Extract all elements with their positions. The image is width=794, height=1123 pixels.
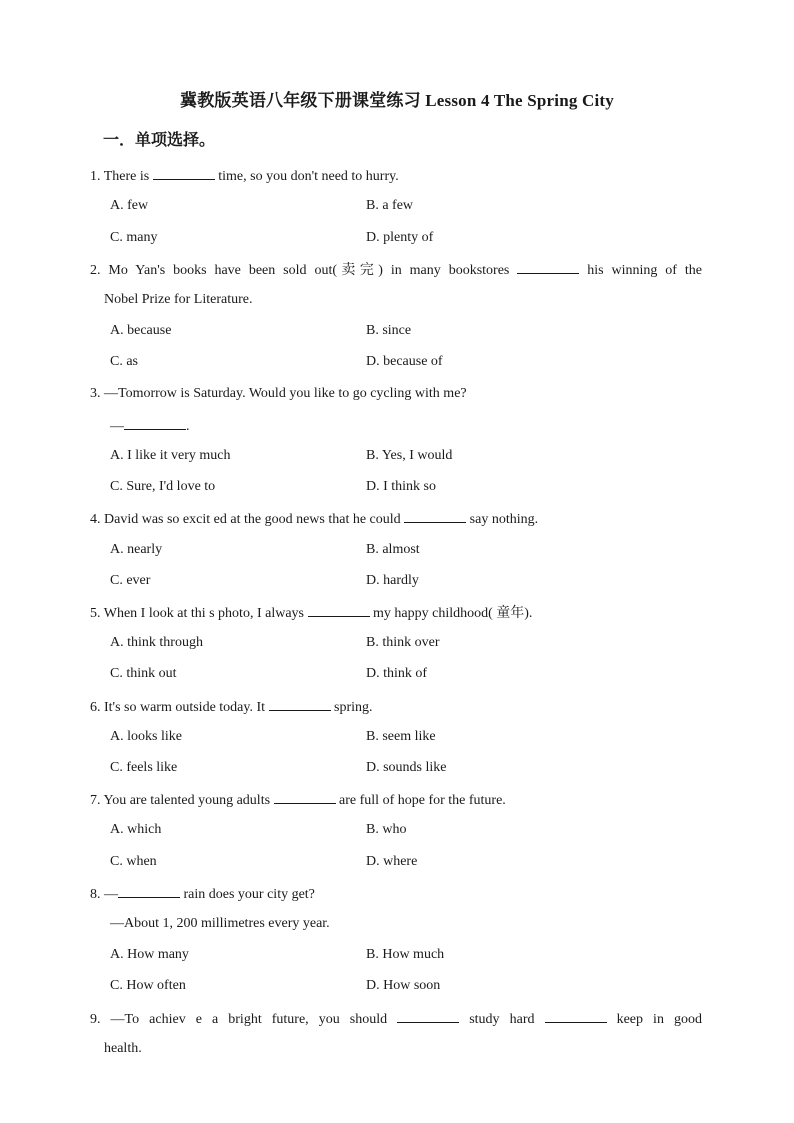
option-b: B. seem like — [366, 729, 436, 744]
option-a: A. think through — [110, 635, 203, 650]
option-c: C. How often — [110, 978, 186, 993]
question-1-text-post: time, so you don't need to hurry. — [214, 169, 399, 184]
option-d: D. think of — [366, 666, 428, 681]
question-3: 3. —Tomorrow is Saturday. Would you like to go cycling with me? — [90, 386, 467, 401]
question-1-text-pre: 1. There is — [90, 169, 153, 184]
option-b: B. How much — [366, 947, 445, 962]
answer-blank — [397, 1009, 459, 1023]
question-9-text-pre: 9. —To achiev e a bright future, you should — [90, 1012, 398, 1027]
answer-blank — [269, 697, 331, 711]
option-c: C. many — [110, 230, 158, 245]
option-c: C. Sure, I'd love to — [110, 479, 216, 494]
option-b: B. think over — [366, 635, 440, 650]
option-a: A. few — [110, 198, 149, 213]
option-b: B. almost — [366, 542, 420, 557]
question-5-text-pre: 5. When I look at thi s photo, I always — [90, 606, 308, 621]
option-b: B. who — [366, 822, 407, 837]
option-b: B. a few — [366, 198, 414, 213]
option-d: D. How soon — [366, 978, 441, 993]
question-8-text-pre: 8. — — [90, 887, 118, 902]
option-b: B. Yes, I would — [366, 448, 453, 463]
question-5 — [90, 603, 532, 623]
question-9-continuation: health. — [104, 1041, 142, 1056]
option-c: C. when — [110, 854, 157, 869]
answer-blank — [118, 884, 180, 898]
option-a: A. looks like — [110, 729, 182, 744]
question-7 — [90, 790, 506, 810]
question-6 — [90, 697, 373, 717]
option-a: A. which — [110, 822, 162, 837]
answer-blank — [153, 166, 215, 180]
option-c: C. think out — [110, 666, 177, 681]
answer-blank — [124, 416, 186, 430]
question-5-text-post: my happy childhood( 童年). — [369, 606, 533, 621]
option-c: C. ever — [110, 573, 151, 588]
question-4 — [90, 509, 538, 529]
section-heading: 一．单项选择。 — [103, 132, 216, 149]
option-a: A. nearly — [110, 542, 163, 557]
option-b: B. since — [366, 323, 412, 338]
question-1 — [90, 166, 399, 186]
reply-dash: — — [110, 419, 124, 434]
option-c: C. as — [110, 354, 138, 369]
answer-blank — [517, 260, 579, 274]
question-7-text-pre: 7. You are talented young adults — [90, 793, 274, 808]
question-8 — [90, 884, 315, 904]
question-2-text-pre: 2. Mo Yan's books have been sold out(卖完) in many bookstores — [90, 263, 518, 278]
option-d: D. I think so — [366, 479, 436, 494]
question-2 — [90, 260, 702, 280]
question-9-text-post: keep in good — [606, 1012, 702, 1027]
question-9-text-mid: study hard — [459, 1012, 545, 1027]
answer-blank — [404, 509, 466, 523]
question-4-text-post: say nothing. — [466, 512, 539, 527]
answer-blank — [274, 790, 336, 804]
question-2-continuation: Nobel Prize for Literature. — [104, 292, 253, 307]
question-6-text-post: spring. — [330, 700, 373, 715]
option-d: D. plenty of — [366, 230, 434, 245]
page-title: 冀教版英语八年级下册课堂练习 Lesson 4 The Spring City — [180, 91, 614, 110]
reply-period: . — [186, 419, 190, 434]
option-a: A. because — [110, 323, 172, 338]
question-8-text-post: rain does your city get? — [180, 887, 315, 902]
option-d: D. sounds like — [366, 760, 447, 775]
question-4-text-pre: 4. David was so excit ed at the good news that he could — [90, 512, 405, 527]
option-d: D. hardly — [366, 573, 419, 588]
answer-blank — [308, 603, 370, 617]
option-c: C. feels like — [110, 760, 178, 775]
option-d: D. because of — [366, 354, 443, 369]
question-2-text-post: his winning of the — [579, 263, 702, 278]
answer-blank — [545, 1009, 607, 1023]
question-9 — [90, 1009, 702, 1029]
question-8-continuation: —About 1, 200 millimetres every year. — [110, 916, 330, 931]
question-6-text-pre: 6. It's so warm outside today. It — [90, 700, 269, 715]
question-7-text-post: are full of hope for the future. — [335, 793, 506, 808]
question-3-reply — [110, 416, 190, 436]
option-d: D. where — [366, 854, 418, 869]
option-a: A. I like it very much — [110, 448, 231, 463]
option-a: A. How many — [110, 947, 189, 962]
